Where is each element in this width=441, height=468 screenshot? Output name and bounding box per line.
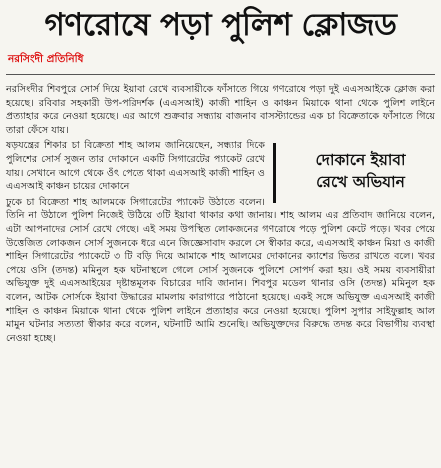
article-body [6,83,435,345]
second-paragraph-start: ষড়যন্ত্রের শিকার চা বিক্রেতা শাহ আলম জানিয়েছেন, সন্ধ্যার দিকে পুলিশের সোর্স সুজন তার দোকানে একটি সিগারেটের প্যাকেট রেখে যায়। সেখানে আগে থেকে ওঁৎ পেতে থাকা এএসআই কাজী শাহিন ও এএসআই কাঞ্চন চায়ের দোকানে [6,140,265,193]
second-paragraph-rest: ঢুকে চা বিক্রেতা শাহ আলমকে সিগারেটের প্যাকেট উঠাতে বলেন। তিনি না উঠালে পুলিশ নিজেই উঠিয়ে ৩টি ইয়াবা থাকার কথা জানায়। শাহ আলম এর প্রতিবাদ জানিয়ে বলেন, এটা আপনাদের সোর্স রেখে গেছে। এই সময় উপস্থিত লোকজনের গণরোষে পড়ে পুলিশ কেটে পড়ে। খবর পেয়ে উত্তেজিত লোকজন সোর্স সুজনকে ধরে এনে জিজ্ঞেসাবাদ করলে সে স্বীকার করে, এএসআই কাঞ্চন মিয়া ও কাজী শাহিন সিগারেটের প্যাকেটে ৩ টি বড়ি দিয়ে আমাকে শাহ আলমের দোকানের ক্যাশের ভিতর রাখতে বলে। খবর পেয়ে ওসি (তদন্ত) মমিনুল হক ঘটনাস্থলে গেলে সোর্স সুজনকে পুলিশে সোপর্দ করা হয়। ওই সময় ব্যবসায়ীরা অভিযুক্ত দুই এএসআইয়ের দৃষ্টান্তমূলক বিচারের দাবি জানান। শিবপুর মডেল থানার ওসি (তদন্ত) মমিনুল হক বলেন, আটক সোর্সকে ইয়াবা উদ্ধারের মামলায় কারাগারে পাঠানো হয়েছে। একই সঙ্গে অভিযুক্ত এএসআই কাজী শাহিন ও কাঞ্চন মিয়াকে থানা থেকে পুলিশ লাইনে প্রত্যাহার করে নেওয়া হয়েছে। পুলিশ সুপার সাইফুল্লাহ আল মামুন ঘটনার সত্যতা স্বীকার করে বলেন, ঘটনাটি আমি শুনেছি। অভিযুক্তদের বিরুদ্ধে তদন্ত করে বিভাগীয় ব্যবস্থা নেওয়া হচ্ছে। [6,196,435,344]
article-headline: গণরোষে পড়া পুলিশ ক্লোজড [44,7,397,43]
pull-quote [273,143,435,203]
article-byline: নরসিংদী প্রতিনিধি [8,53,84,65]
second-paragraph-block [6,139,435,193]
pull-quote-line-2: রেখে অভিযান [316,173,405,192]
divider [6,74,435,75]
pull-quote-line-1: দোকানে ইয়াবা [315,151,406,170]
lead-paragraph: নরসিংদীর শিবপুরে সোর্স দিয়ে ইয়াবা রেখে ব্যবসায়ীকে ফাঁসাতে গিয়ে গণরোষে পড়া দুই এএসআইকে ক্লোজ করা হয়েছে। রবিবার সহকারী উপ-পরিদর্শক (এএসআই) কাজী শাহিন ও কাঞ্চন মিয়াকে থানা থেকে পুলিশ লাইনে প্রত্যাহার করে নেওয়া হয়েছে। এর আগে শুক্রবার সন্ধ্যায় বাজনাব বাসস্ট্যান্ডের এক চা বিক্রেতাকে ফাঁসাতে গিয়ে তারা ফেঁসে যায়। [6,84,435,136]
